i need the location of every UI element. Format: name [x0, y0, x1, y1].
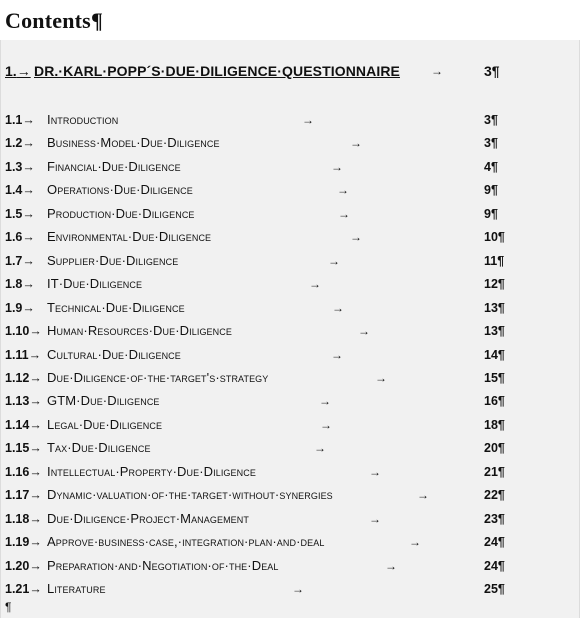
toc-entry-title: Technical·Due·Diligence	[47, 299, 185, 315]
toc-entry-page: 12¶	[484, 277, 505, 292]
toc-entry-page: 3¶	[484, 136, 498, 151]
toc-entry[interactable]	[0, 391, 580, 411]
tab-arrow-icon: →	[369, 511, 381, 526]
toc-entry[interactable]	[0, 556, 580, 576]
toc-entry-title: Production·Due·Diligence	[47, 205, 195, 221]
toc-entry-page: 11¶	[484, 253, 505, 268]
toc-main-number: 1.→	[5, 63, 31, 79]
toc-main-page: 3¶	[484, 63, 500, 79]
tab-arrow-icon: →	[319, 394, 331, 409]
toc-entry[interactable]	[0, 509, 580, 529]
toc-entry-page: 13¶	[484, 324, 505, 339]
toc-entry[interactable]	[0, 133, 580, 153]
toc-entry-title: Cultural·Due·Diligence	[47, 346, 181, 362]
toc-entry-title: Tax·Due·Diligence	[47, 440, 151, 456]
toc-entry-title: Approve·business·case,·integration·plan·and·deal	[47, 534, 325, 550]
toc-entry[interactable]	[0, 251, 580, 271]
toc-entry-page: 14¶	[484, 347, 505, 362]
toc-entry[interactable]	[0, 321, 580, 341]
toc-entry-page: 22¶	[484, 488, 505, 503]
toc-heading-text: Contents	[5, 8, 91, 33]
pilcrow-mark: ¶	[90, 8, 104, 33]
toc-entry-page: 16¶	[484, 394, 505, 409]
toc-entry-number: 1.12→	[5, 370, 42, 385]
trailing-pilcrow: ¶	[5, 600, 12, 614]
toc-entry-number: 1.7→	[5, 253, 35, 268]
toc-entry-number: 1.8→	[5, 277, 35, 292]
toc-entry-title: Operations·Due·Diligence	[47, 182, 193, 198]
toc-entry-page: 18¶	[484, 417, 505, 432]
toc-entry-number: 1.1→	[5, 113, 35, 127]
toc-entry[interactable]	[0, 462, 580, 482]
toc-entry-page: 3¶	[484, 113, 498, 127]
toc-entry-title: Intellectual·Property·Due·Diligence	[47, 463, 256, 479]
toc-entry-number: 1.2→	[5, 136, 35, 151]
toc-entry-page: 21¶	[484, 464, 505, 479]
toc-entry-number: 1.17→	[5, 488, 42, 503]
tab-arrow-icon: →	[350, 136, 362, 151]
tab-arrow-icon: →	[350, 230, 362, 245]
toc-entry-number: 1.15→	[5, 441, 42, 456]
toc-entry-page: 15¶	[484, 370, 505, 385]
toc-entry[interactable]	[0, 485, 580, 505]
toc-entry-title: Business·Model·Due·Diligence	[47, 135, 220, 151]
toc-entry[interactable]	[0, 157, 580, 177]
toc-entry-page: 9¶	[484, 183, 498, 198]
toc-entry[interactable]	[0, 227, 580, 247]
tab-arrow-icon: →	[292, 582, 304, 596]
toc-entry[interactable]	[0, 110, 580, 130]
tab-arrow-icon: →	[375, 370, 387, 385]
tab-arrow-icon: →	[331, 159, 343, 174]
tab-arrow-icon: →	[320, 417, 332, 432]
tab-arrow-icon: →	[332, 300, 344, 315]
toc-entry-page: 20¶	[484, 441, 505, 456]
toc-main-title: DR.·KARL·POPP´S·DUE·DILIGENCE·QUESTIONNAIRE	[34, 63, 400, 79]
toc-entry-title: Literature	[47, 581, 106, 596]
toc-entry-page: 9¶	[484, 206, 498, 221]
toc-entry-page: 4¶	[484, 159, 498, 174]
toc-entry-number: 1.5→	[5, 206, 35, 221]
toc-entry-title: IT·Due·Diligence	[47, 276, 143, 292]
tab-arrow-icon: →	[331, 347, 343, 362]
toc-entry[interactable]	[0, 298, 580, 318]
toc-entry-number: 1.9→	[5, 300, 35, 315]
tab-arrow-icon: →	[314, 441, 326, 456]
tab-arrow-icon: →	[328, 253, 340, 268]
toc-entry-title: Legal·Due·Diligence	[47, 416, 163, 432]
tab-arrow-icon: →	[309, 277, 321, 292]
toc-entry-title: GTM·Due·Diligence	[47, 393, 160, 409]
toc-entry[interactable]	[0, 204, 580, 224]
toc-entry-number: 1.10→	[5, 324, 42, 339]
toc-entry-number: 1.13→	[5, 394, 42, 409]
toc-entry[interactable]	[0, 274, 580, 294]
toc-entry-page: 25¶	[484, 582, 505, 596]
toc-entry-number: 1.16→	[5, 464, 42, 479]
tab-arrow-icon: →	[409, 535, 421, 550]
toc-entry[interactable]	[0, 438, 580, 458]
toc-entry-title: Preparation·and·Negotiation·of·the·Deal	[47, 557, 279, 573]
toc-entry-page: 24¶	[484, 558, 505, 573]
tab-arrow-icon: →	[302, 113, 314, 127]
toc-entry[interactable]	[0, 345, 580, 365]
toc-entry-number: 1.11→	[5, 347, 42, 362]
tab-arrow-icon: →	[369, 464, 381, 479]
tab-arrow-icon: →	[385, 558, 397, 573]
tab-arrow-icon: →	[358, 324, 370, 339]
toc-main-entry[interactable]	[0, 61, 580, 81]
toc-entry-title: Due·Diligence·of·the·target's·strategy	[47, 369, 269, 385]
toc-entry-number: 1.20→	[5, 558, 42, 573]
toc-entry-page: 13¶	[484, 300, 505, 315]
toc-entry-number: 1.19→	[5, 535, 42, 550]
toc-entry-page: 24¶	[484, 535, 505, 550]
toc-entry-title: Human·Resources·Due·Diligence	[47, 323, 232, 339]
toc-entry-number: 1.3→	[5, 159, 35, 174]
toc-entry-title: Environmental·Due·Diligence	[47, 229, 212, 245]
tab-arrow-icon: →	[417, 488, 429, 503]
toc-entry-number: 1.14→	[5, 417, 42, 432]
toc-heading	[5, 8, 103, 34]
toc-entry[interactable]	[0, 532, 580, 552]
toc-entry-number: 1.18→	[5, 511, 42, 526]
toc-entry[interactable]	[0, 368, 580, 388]
toc-entry-title: Due·Diligence·Project·Management	[47, 510, 249, 526]
tab-arrow-icon: →	[431, 64, 443, 78]
tab-arrow-icon: →	[338, 206, 350, 221]
toc-entry-page: 10¶	[484, 230, 505, 245]
toc-entry-number: 1.21→	[5, 582, 42, 596]
toc-entry-number: 1.4→	[5, 183, 35, 198]
tab-arrow-icon: →	[337, 183, 349, 198]
toc-entry-title: Dynamic·valuation·of·the·target·without·synergies	[47, 487, 333, 503]
toc-entry-title: Supplier·Due·Diligence	[47, 252, 179, 268]
toc-entry[interactable]	[0, 180, 580, 200]
toc-entry-page: 23¶	[484, 511, 505, 526]
toc-entry-title: Financial·Due·Diligence	[47, 158, 181, 174]
toc-entry-number: 1.6→	[5, 230, 35, 245]
toc-entry[interactable]	[0, 415, 580, 435]
toc-entry-title: Introduction	[47, 112, 119, 127]
toc-entry[interactable]	[0, 579, 580, 599]
